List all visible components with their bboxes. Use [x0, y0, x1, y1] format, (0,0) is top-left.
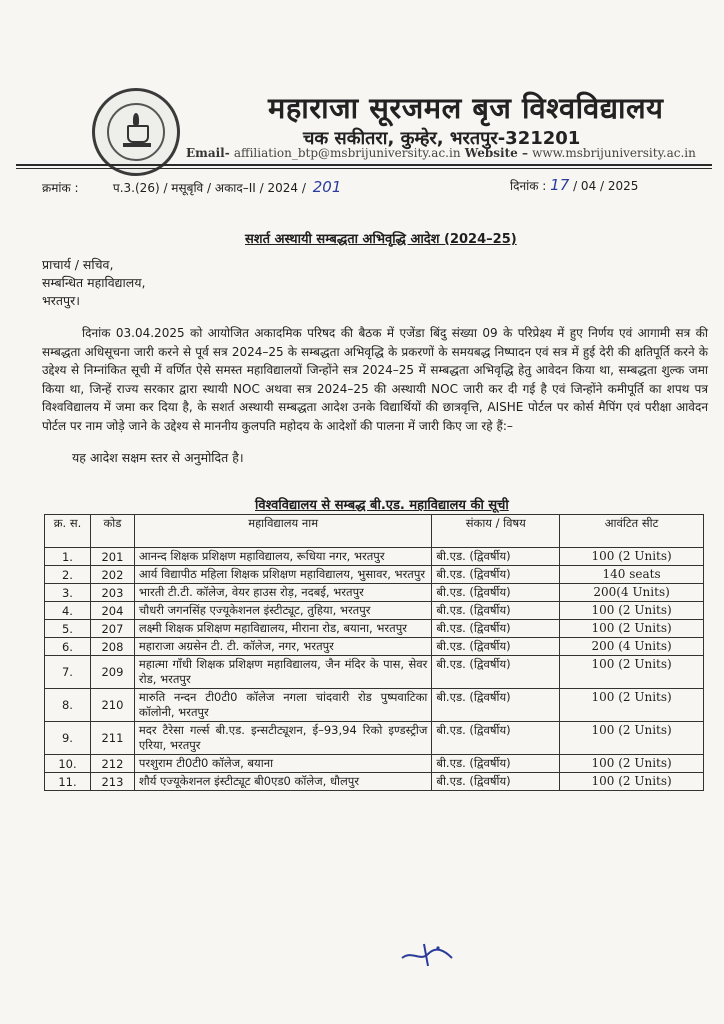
row-faculty: बी.एड. (द्विवर्षीय) — [432, 722, 560, 755]
table-row — [45, 656, 704, 689]
row-faculty: बी.एड. (द्विवर्षीय) — [432, 620, 560, 638]
row-faculty: बी.एड. (द्विवर्षीय) — [432, 566, 560, 584]
email-link[interactable]: affiliation_btp@msbrijuniversity.ac.in — [233, 146, 461, 160]
row-sno: 1. — [45, 548, 91, 566]
row-sno: 3. — [45, 584, 91, 602]
table-row — [45, 773, 704, 791]
row-sno: 2. — [45, 566, 91, 584]
row-seats: 100 (2 Units) — [560, 755, 704, 773]
table-row — [45, 689, 704, 722]
row-college-name: आर्य विद्यापीठ महिला शिक्षक प्रशिक्षण महाविद्यालय, भुसावर, भरतपुर — [134, 566, 431, 584]
row-college-name: मारुति नन्दन टी0टी0 कॉलेज नगला चांदवारी रोड पुष्पवाटिका कॉलोनी, भरतपुर — [134, 689, 431, 722]
table-row — [45, 620, 704, 638]
order-title: सशर्त अस्थायी सम्बद्धता अभिवृद्धि आदेश (2024–25) — [245, 232, 517, 247]
column-header-code: कोड — [90, 515, 134, 548]
handwritten-day: 17 — [550, 176, 570, 194]
date-line — [510, 176, 638, 194]
row-sno: 9. — [45, 722, 91, 755]
row-sno: 8. — [45, 689, 91, 722]
handwritten-reference-number: 201 — [312, 178, 342, 196]
row-code: 201 — [90, 548, 134, 566]
email-label: Email- — [186, 146, 230, 160]
row-code: 204 — [90, 602, 134, 620]
row-college-name: चौधरी जगनसिंह एज्यूकेशनल इंस्टीट्यूट, तुहिया, भरतपुर — [134, 602, 431, 620]
row-sno: 11. — [45, 773, 91, 791]
row-seats: 100 (2 Units) — [560, 773, 704, 791]
table-row — [45, 722, 704, 755]
row-college-name: महात्मा गाँधी शिक्षक प्रशिक्षण महाविद्यालय, जैन मंदिर के पास, सेवर रोड, भरतपुर — [134, 656, 431, 689]
row-faculty: बी.एड. (द्विवर्षीय) — [432, 584, 560, 602]
row-faculty: बी.एड. (द्विवर्षीय) — [432, 548, 560, 566]
row-college-name: शौर्य एज्यूकेशनल इंस्टीट्यूट बी0एड0 कॉलेज, धौलपुर — [134, 773, 431, 791]
row-code: 212 — [90, 755, 134, 773]
order-paragraph: दिनांक 03.04.2025 को आयोजित अकादमिक परिषद की बैठक में एजेंडा बिंदु संख्या 09 के परिप्रेक्ष्य में हुए निर्णय एवं आगामी सत्र की सम्बद्धता अधिसूचना जारी करने से पूर्व सत्र 2024–25 के सम्बद्धता अभिवृद्धि के प्रकरणों के समयबद्ध निष्पादन एवं सत्र में हुई देरी की क्षतिपूर्ति करने के उद्देश्य से निम्नांकित सूची में वर्णित ऐसे समस्त महाविद्यालयों जिन्होंने सत्र 2024–25 में सम्बद्धता अभिवृद्धि हेतु आवेदन किया था, सम्बद्धता शुल्क जमा किया था, जिन्हें राज्य सरकार द्वारा स्थायी NOC अथवा सत्र 2024–25 की अस्थायी NOC जारी कर दी गई है एवं जिन्होंने कमीपूर्ति का शपथ पत्र विश्वविद्यालय में जमा कर दिया है, के सशर्त अस्थायी सम्बद्धता आदेश उनके विद्यार्थियों की छात्रवृत्ति, AISHE पोर्टल पर कोर्स मैपिंग एवं परीक्षा आवेदन पोर्टल पर नाम जोड़े जाने के उद्देश्य से माननीय कुलपति महोदय के आदेशों की पालना में जारी किए जा रहे हैं:– — [42, 326, 708, 433]
column-header-sno: क्र. स. — [45, 515, 91, 548]
date-label: दिनांक : — [510, 179, 547, 193]
table-row — [45, 548, 704, 566]
approval-statement: यह आदेश सक्षम स्तर से अनुमोदित है। — [72, 450, 244, 465]
table-row — [45, 755, 704, 773]
row-code: 208 — [90, 638, 134, 656]
table-row — [45, 584, 704, 602]
row-college-name: भारती टी.टी. कॉलेज, वेयर हाउस रोड़, नदबई, भरतपुर — [134, 584, 431, 602]
table-row — [45, 638, 704, 656]
row-code: 210 — [90, 689, 134, 722]
addressee-line-1: प्राचार्य / सचिव, — [42, 257, 114, 272]
table-header-row — [45, 515, 704, 548]
row-faculty: बी.एड. (द्विवर्षीय) — [432, 689, 560, 722]
row-college-name: मदर टैरेसा गर्ल्स बी.एड. इन्सटीट्यूशन, ई–93,94 रिको इण्डस्ट्रीज एरिया, भरतपुर — [134, 722, 431, 755]
reference-number: प.3.(26) / मसूबृवि / अकाद–II / 2024 / — [112, 181, 306, 195]
row-code: 213 — [90, 773, 134, 791]
row-college-name: महाराजा अग्रसेन टी. टी. कॉलेज, नगर, भरतपुर — [134, 638, 431, 656]
column-header-seats: आवंटित सीट — [560, 515, 704, 548]
addressee-line-2: सम्बन्धित महाविद्यालय, — [42, 275, 146, 290]
university-contact — [186, 146, 696, 160]
table-row — [45, 566, 704, 584]
row-sno: 4. — [45, 602, 91, 620]
row-sno: 6. — [45, 638, 91, 656]
row-faculty: बी.एड. (द्विवर्षीय) — [432, 638, 560, 656]
header-divider — [16, 164, 712, 166]
row-seats: 100 (2 Units) — [560, 722, 704, 755]
university-name: महाराजा सूरजमल बृज विश्वविद्यालय — [268, 91, 664, 125]
table-row — [45, 602, 704, 620]
column-header-faculty: संकाय / विषय — [432, 515, 560, 548]
row-seats: 100 (2 Units) — [560, 620, 704, 638]
row-sno: 10. — [45, 755, 91, 773]
row-seats: 100 (2 Units) — [560, 548, 704, 566]
row-faculty: बी.एड. (द्विवर्षीय) — [432, 755, 560, 773]
row-sno: 5. — [45, 620, 91, 638]
row-code: 202 — [90, 566, 134, 584]
website-link[interactable]: www.msbrijuniversity.ac.in — [532, 146, 696, 160]
row-sno: 7. — [45, 656, 91, 689]
date-rest: / 04 / 2025 — [573, 179, 639, 193]
row-seats: 100 (2 Units) — [560, 602, 704, 620]
reference-line — [42, 178, 341, 196]
row-college-name: परशुराम टी0टी0 कॉलेज, बयाना — [134, 755, 431, 773]
row-seats: 100 (2 Units) — [560, 656, 704, 689]
reference-label: क्रमांक : — [42, 181, 79, 195]
row-college-name: आनन्द शिक्षक प्रशिक्षण महाविद्यालय, रूधिया नगर, भरतपुर — [134, 548, 431, 566]
row-code: 211 — [90, 722, 134, 755]
handwritten-signature-icon — [398, 936, 458, 976]
website-label: Website – — [464, 146, 528, 160]
row-code: 203 — [90, 584, 134, 602]
college-table — [44, 514, 704, 791]
row-seats: 140 seats — [560, 566, 704, 584]
row-seats: 200(4 Units) — [560, 584, 704, 602]
row-code: 207 — [90, 620, 134, 638]
row-seats: 100 (2 Units) — [560, 689, 704, 722]
row-faculty: बी.एड. (द्विवर्षीय) — [432, 773, 560, 791]
column-header-name: महाविद्यालय नाम — [134, 515, 431, 548]
university-seal-icon — [92, 88, 180, 176]
row-seats: 200 (4 Units) — [560, 638, 704, 656]
header-divider-thin — [16, 168, 712, 169]
row-faculty: बी.एड. (द्विवर्षीय) — [432, 602, 560, 620]
addressee-line-3: भरतपुर। — [42, 293, 80, 308]
university-address: चक सकीतरा, कुम्हेर, भरतपुर-321201 — [303, 128, 581, 149]
row-college-name: लक्ष्मी शिक्षक प्रशिक्षण महाविद्यालय, मीराना रोड, बयाना, भरतपुर — [134, 620, 431, 638]
college-list-title: विश्वविद्यालय से सम्बद्ध बी.एड. महाविद्यालय की सूची — [255, 498, 509, 513]
row-faculty: बी.एड. (द्विवर्षीय) — [432, 656, 560, 689]
row-code: 209 — [90, 656, 134, 689]
